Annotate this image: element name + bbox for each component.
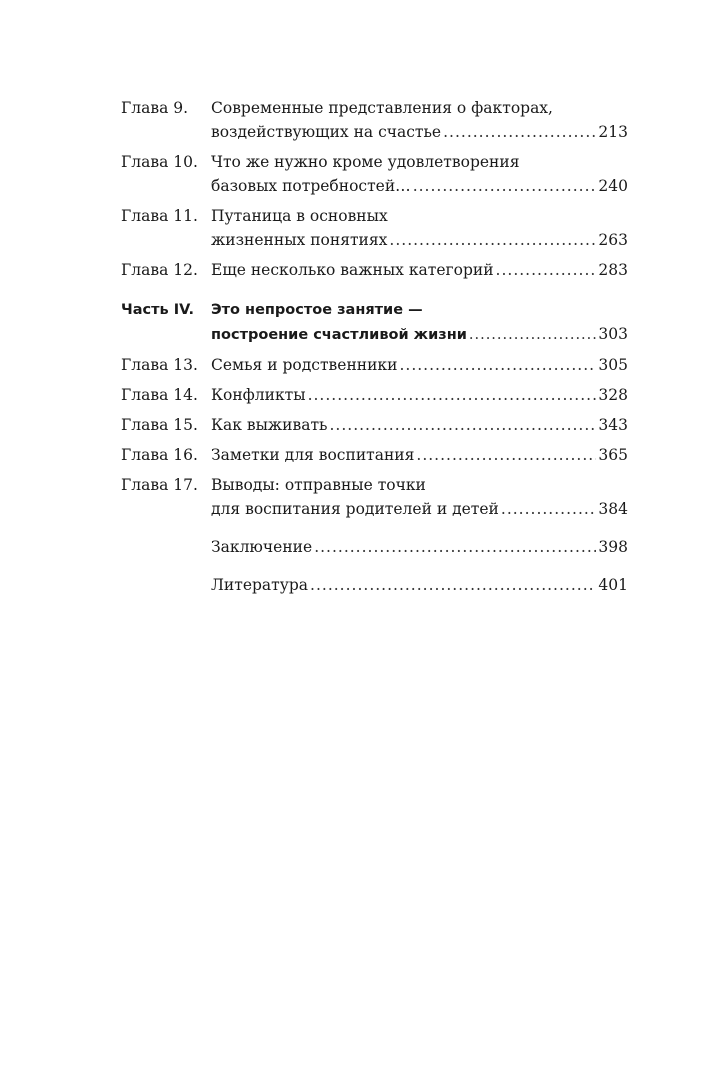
toc-page-number: 384: [598, 500, 628, 518]
toc-page-number: 303: [598, 325, 628, 343]
toc-page-number: 365: [598, 446, 628, 464]
toc-entry-number: Глава 10.: [121, 153, 198, 171]
toc-entry-number: Глава 12.: [121, 261, 198, 279]
toc-title-line: Это непростое занятие —: [211, 302, 423, 318]
toc-entry: [121, 258, 628, 282]
toc-entry: [121, 204, 628, 252]
toc-title-last-line: [211, 322, 628, 347]
toc-title-last-line: [211, 413, 628, 437]
toc-entry: [121, 383, 628, 407]
toc-title-last-line: [211, 383, 628, 407]
toc-entry-title: [211, 150, 628, 198]
toc-title-line: Конфликты: [211, 386, 306, 404]
toc-title-line: жизненных понятиях: [211, 231, 388, 249]
dot-leader: [330, 413, 597, 437]
toc-title-line: воздействующих на счастье: [211, 123, 442, 141]
toc-title-last-line: [211, 443, 628, 467]
dot-leader: [496, 258, 597, 282]
toc-entry: [121, 353, 628, 377]
toc-title-line: Литература: [211, 576, 309, 594]
toc-entry-title: [211, 96, 628, 144]
toc-page-number: 213: [598, 123, 628, 141]
toc-entry-title: [211, 204, 628, 252]
toc-entry-number: Глава 13.: [121, 356, 198, 374]
toc-title-line: Как выживать: [211, 416, 328, 434]
toc-title-line: Современные представления о факторах,: [211, 99, 553, 117]
toc-page-number: 305: [598, 356, 628, 374]
toc-title-last-line: [211, 258, 628, 282]
toc-entry-number: Глава 15.: [121, 416, 198, 434]
toc-title-line: Заключение: [211, 538, 313, 556]
dot-leader: [416, 443, 596, 467]
toc-title-line: Заметки для воспитания: [211, 446, 415, 464]
toc-title-line: Выводы: отправные точки: [211, 476, 426, 494]
dot-leader: [413, 174, 597, 198]
dot-leader: [469, 323, 597, 347]
toc-entry-number: Глава 9.: [121, 99, 189, 117]
dot-leader: [308, 383, 597, 407]
toc-title-line: Что же нужно кроме удовлетворения: [211, 153, 520, 171]
toc-title-last-line: [211, 228, 628, 252]
toc-page-number: 328: [598, 386, 628, 404]
toc-page-number: 398: [598, 538, 628, 556]
toc-entry-title: [211, 473, 628, 521]
toc-title-last-line: [211, 497, 628, 521]
toc-entry-number: Глава 11.: [121, 207, 198, 225]
toc-entry: [121, 535, 628, 559]
dot-leader: [310, 573, 596, 597]
toc-entry: [121, 413, 628, 437]
toc-page-number: 401: [598, 576, 628, 594]
toc-entry-number: Глава 14.: [121, 386, 198, 404]
toc-title-last-line: [211, 535, 628, 559]
toc-entry-number: Глава 17.: [121, 476, 198, 494]
toc-entry-number: Часть IV.: [121, 302, 194, 318]
toc-title-line: Путаница в основных: [211, 207, 388, 225]
toc-entry-title: [211, 258, 628, 282]
toc-title-last-line: [211, 120, 628, 144]
dot-leader: [389, 228, 596, 252]
toc-part-entry: [121, 298, 628, 347]
toc-page-number: 240: [598, 177, 628, 195]
toc-entry: [121, 150, 628, 198]
dot-leader: [443, 120, 596, 144]
toc-title-last-line: [211, 573, 628, 597]
dot-leader: [501, 497, 597, 521]
toc-entry-title: [211, 443, 628, 467]
toc-page-number: 263: [598, 231, 628, 249]
dot-leader: [399, 353, 596, 377]
table-of-contents: [121, 96, 628, 603]
toc-entry-number: Глава 16.: [121, 446, 198, 464]
toc-entry-title: [211, 535, 628, 559]
dot-leader: [314, 535, 596, 559]
toc-title-line: базовых потребностей…: [211, 177, 411, 195]
toc-entry: [121, 96, 628, 144]
toc-title-line: построение счастливой жизни: [211, 327, 467, 343]
toc-entry-title: [211, 573, 628, 597]
toc-entry-title: [211, 383, 628, 407]
toc-entry: [121, 473, 628, 521]
toc-entry: [121, 443, 628, 467]
toc-entry-title: [211, 413, 628, 437]
toc-entry-title: [211, 298, 628, 347]
toc-entry: [121, 573, 628, 597]
toc-title-last-line: [211, 174, 628, 198]
toc-page-number: 343: [598, 416, 628, 434]
toc-title-last-line: [211, 353, 628, 377]
toc-title-line: Еще несколько важных категорий: [211, 261, 494, 279]
toc-title-line: Семья и родственники: [211, 356, 398, 374]
toc-title-line: для воспитания родителей и детей: [211, 500, 499, 518]
toc-entry-title: [211, 353, 628, 377]
toc-page-number: 283: [598, 261, 628, 279]
